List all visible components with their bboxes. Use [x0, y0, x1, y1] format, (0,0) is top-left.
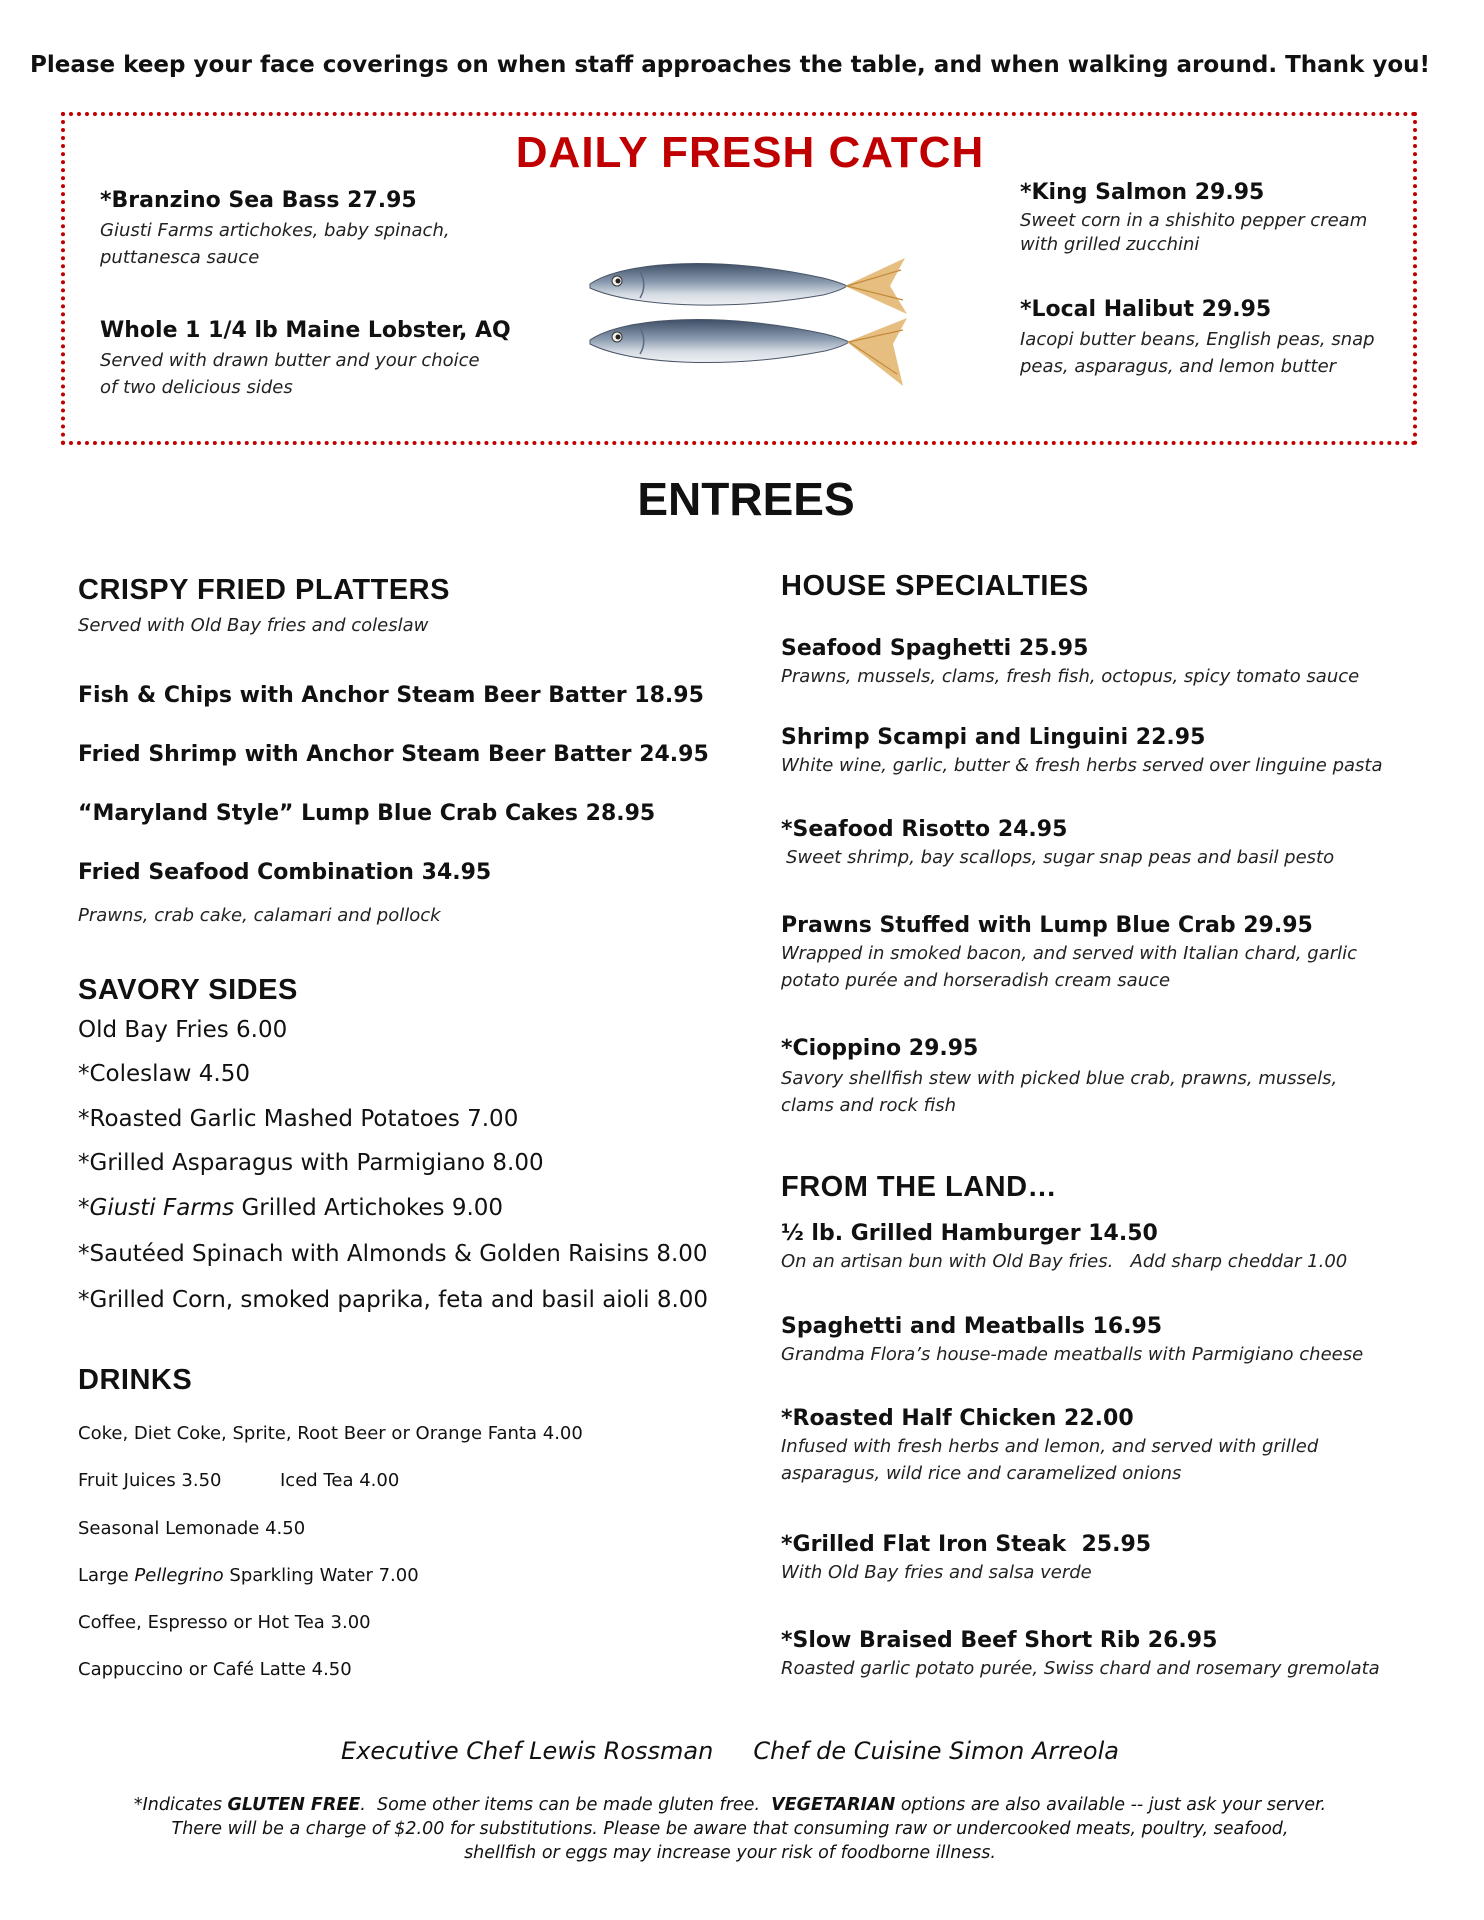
- drink-item: Coffee, Espresso or Hot Tea 3.00: [78, 1612, 371, 1633]
- side-item: [78, 1195, 503, 1221]
- land-item-desc: With Old Bay fries and salsa verde: [781, 1562, 1092, 1583]
- land-item-desc: asparagus, wild rice and caramelized onions: [781, 1463, 1182, 1484]
- crispy-item: “Maryland Style” Lump Blue Crab Cakes 28.95: [78, 801, 656, 826]
- house-item-name: Prawns Stuffed with Lump Blue Crab 29.95: [781, 913, 1313, 938]
- footnote: [0, 1793, 1460, 1865]
- crispy-section-title: CRISPY FRIED PLATTERS: [78, 574, 450, 606]
- drink-item: Iced Tea 4.00: [280, 1470, 400, 1491]
- crispy-subtitle: Served with Old Bay fries and coleslaw: [78, 615, 429, 636]
- house-item: [781, 913, 1441, 994]
- footnote-text: options are also available -- just ask your server.: [895, 1795, 1327, 1815]
- drink-item: Fruit Juices 3.50: [78, 1470, 222, 1491]
- land-item-desc: Roasted garlic potato purée, Swiss chard and rosemary gremolata: [781, 1658, 1380, 1679]
- fish-icon: [590, 258, 907, 314]
- catch-item-desc: peas, asparagus, and lemon butter: [1020, 356, 1337, 377]
- catch-item-desc: of two delicious sides: [100, 377, 293, 398]
- side-item-text: Grilled Artichokes 9.00: [241, 1195, 504, 1221]
- crispy-combo-desc: Prawns, crab cake, calamari and pollock: [78, 905, 441, 926]
- entrees-title: ENTREES: [637, 473, 855, 525]
- fish-illustration: [585, 248, 925, 398]
- catch-item-desc: Giusti Farms artichokes, baby spinach,: [100, 220, 450, 241]
- gluten-free-label: GLUTEN FREE: [227, 1795, 361, 1815]
- drink-item: Cappuccino or Café Latte 4.50: [78, 1659, 352, 1680]
- house-item-name: Seafood Spaghetti 25.95: [781, 636, 1089, 661]
- drink-item-prefix: Large: [78, 1565, 129, 1586]
- vegetarian-label: VEGETARIAN: [771, 1795, 896, 1815]
- house-section-title: HOUSE SPECIALTIES: [781, 570, 1089, 602]
- land-item-name: *Grilled Flat Iron Steak 25.95: [781, 1532, 1152, 1557]
- land-item: [781, 1406, 1441, 1487]
- catch-item-name: *Local Halibut 29.95: [1020, 297, 1272, 322]
- house-item: [781, 817, 1441, 871]
- drink-item-suffix: Sparkling Water 7.00: [229, 1565, 419, 1586]
- catch-item-desc: puttanesca sauce: [100, 247, 260, 268]
- catch-item-lobster: [100, 318, 580, 401]
- land-item: [781, 1314, 1441, 1368]
- land-item-desc: Grandma Flora’s house-made meatballs with Parmigiano cheese: [781, 1344, 1364, 1365]
- side-item: Old Bay Fries 6.00: [78, 1017, 288, 1043]
- crispy-item: Fried Seafood Combination 34.95: [78, 860, 492, 885]
- side-item-farm: Giusti Farms: [89, 1195, 235, 1221]
- land-item-name: ½ lb. Grilled Hamburger 14.50: [781, 1221, 1158, 1246]
- house-item-desc: Prawns, mussels, clams, fresh fish, octopus, spicy tomato sauce: [781, 666, 1360, 687]
- footnote-text: *Indicates: [133, 1795, 228, 1815]
- face-covering-notice: Please keep your face coverings on when staff approaches the table, and when walking around. Thank you!: [30, 52, 1430, 78]
- daily-catch-title: DAILY FRESH CATCH: [515, 128, 985, 177]
- house-item-desc: Savory shellfish stew with picked blue crab, prawns, mussels,: [781, 1068, 1338, 1089]
- footnote-line: There will be a charge of $2.00 for substitutions. Please be aware that consuming raw or undercooked meats, poultry, seafood,: [171, 1819, 1289, 1839]
- crispy-item: Fried Shrimp with Anchor Steam Beer Batter 24.95: [78, 742, 709, 767]
- chef-de-cuisine: Chef de Cuisine Simon Arreola: [753, 1737, 1119, 1765]
- house-item-name: *Cioppino 29.95: [781, 1036, 979, 1061]
- catch-item-halibut: [1020, 297, 1410, 380]
- footnote-line: shellfish or eggs may increase your risk of foodborne illness.: [464, 1843, 996, 1863]
- sides-section-title: SAVORY SIDES: [78, 974, 298, 1006]
- land-item-desc: On an artisan bun with Old Bay fries. Add sharp cheddar 1.00: [781, 1251, 1348, 1272]
- catch-item-desc: Iacopi butter beans, English peas, snap: [1020, 329, 1375, 350]
- house-item-name: Shrimp Scampi and Linguini 22.95: [781, 725, 1206, 750]
- footnote-text: . Some other items can be made gluten free.: [360, 1795, 772, 1815]
- house-item-desc: clams and rock fish: [781, 1095, 957, 1116]
- side-item: *Sautéed Spinach with Almonds & Golden Raisins 8.00: [78, 1241, 708, 1267]
- drinks-section-title: DRINKS: [78, 1364, 193, 1396]
- catch-item-name: Whole 1 1/4 lb Maine Lobster, AQ: [100, 318, 511, 343]
- catch-item-desc: with grilled zucchini: [1020, 234, 1200, 255]
- drink-item-brand: Pellegrino: [134, 1565, 224, 1586]
- crispy-item: Fish & Chips with Anchor Steam Beer Batter 18.95: [78, 683, 704, 708]
- land-item-name: *Slow Braised Beef Short Rib 26.95: [781, 1628, 1218, 1653]
- fish-icon: [590, 318, 907, 386]
- drink-item: [78, 1565, 419, 1586]
- catch-item-branzino: [100, 188, 580, 271]
- footnote-line: [0, 1793, 1460, 1817]
- executive-chef: Executive Chef Lewis Rossman: [341, 1737, 714, 1765]
- house-item-desc: potato purée and horseradish cream sauce: [781, 970, 1171, 991]
- house-item: [781, 725, 1441, 779]
- house-item-desc: Sweet shrimp, bay scallops, sugar snap peas and basil pesto: [786, 847, 1335, 868]
- land-item: [781, 1221, 1441, 1275]
- catch-item-salmon: [1020, 180, 1400, 257]
- land-item: [781, 1628, 1461, 1682]
- drink-item: Coke, Diet Coke, Sprite, Root Beer or Orange Fanta 4.00: [78, 1423, 583, 1444]
- chef-credits: [0, 1737, 1460, 1765]
- catch-item-desc: Served with drawn butter and your choice: [100, 350, 480, 371]
- drink-item: Seasonal Lemonade 4.50: [78, 1518, 306, 1539]
- side-item: *Coleslaw 4.50: [78, 1061, 250, 1087]
- house-item-desc: White wine, garlic, butter & fresh herbs served over linguine pasta: [781, 755, 1383, 776]
- land-section-title: FROM THE LAND…: [781, 1171, 1058, 1203]
- land-item-name: *Roasted Half Chicken 22.00: [781, 1406, 1134, 1431]
- house-item-name: *Seafood Risotto 24.95: [781, 817, 1068, 842]
- catch-item-name: *King Salmon 29.95: [1020, 180, 1265, 205]
- land-item: [781, 1532, 1441, 1586]
- house-item-desc: Wrapped in smoked bacon, and served with Italian chard, garlic: [781, 943, 1358, 964]
- side-item: *Grilled Corn, smoked paprika, feta and basil aioli 8.00: [78, 1287, 709, 1313]
- side-item-prefix: *: [78, 1195, 90, 1221]
- side-item: *Grilled Asparagus with Parmigiano 8.00: [78, 1150, 544, 1176]
- house-item: [781, 1036, 1441, 1119]
- land-item-name: Spaghetti and Meatballs 16.95: [781, 1314, 1163, 1339]
- land-item-desc: Infused with fresh herbs and lemon, and served with grilled: [781, 1436, 1319, 1457]
- catch-item-desc: Sweet corn in a shishito pepper cream: [1020, 210, 1368, 231]
- side-item: *Roasted Garlic Mashed Potatoes 7.00: [78, 1106, 519, 1132]
- house-item: [781, 636, 1441, 690]
- catch-item-name: *Branzino Sea Bass 27.95: [100, 188, 417, 213]
